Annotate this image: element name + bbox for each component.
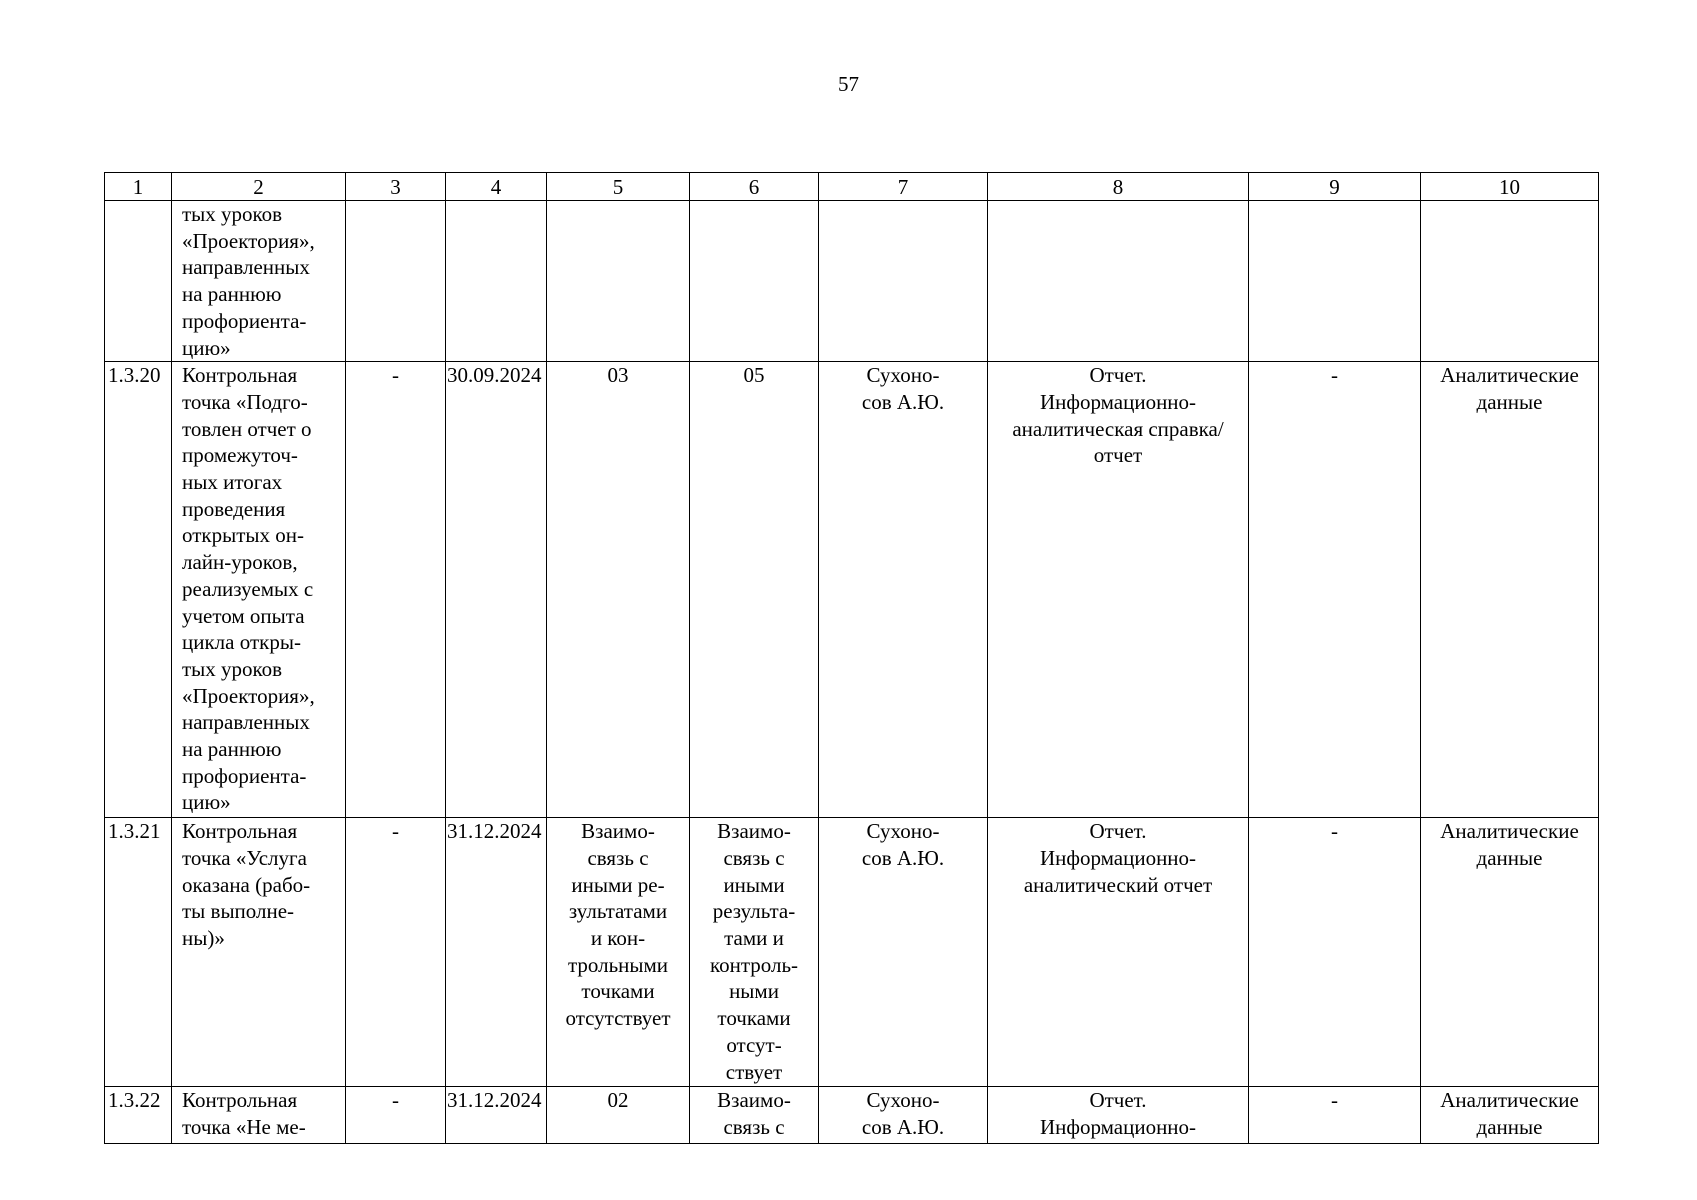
col5-cell (547, 1087, 690, 1144)
date-value: 31.12.2024 (447, 819, 542, 844)
date-value: 31.12.2024 (447, 1088, 542, 1113)
col5-value: 02 (607, 1088, 629, 1113)
col10-cell (1421, 362, 1599, 818)
item-number-cell (105, 1087, 172, 1144)
col3-value: - (392, 1088, 399, 1113)
col10-value: Аналитические данные (1440, 363, 1579, 414)
item-title: Контрольная точка «Не ме- (182, 1088, 306, 1139)
item-number-cell (105, 818, 172, 1087)
date-cell (446, 201, 547, 362)
document-cell (988, 818, 1249, 1087)
col6-cell (690, 201, 819, 362)
item-title: тых уроков «Проектория», направленных на раннюю профориента- цию» (182, 202, 315, 360)
item-title-cell (172, 362, 346, 818)
date-cell (446, 818, 547, 1087)
col6-value: Взаимо- связь с иными результа- тами и контроль- ными точками отсут- ствует (709, 819, 799, 1084)
col3-value: - (392, 363, 399, 388)
plan-table (104, 172, 1599, 1144)
item-title-cell (172, 1087, 346, 1144)
col3-cell (346, 818, 446, 1087)
col5-cell (547, 818, 690, 1087)
header-cell: 8 (988, 173, 1249, 201)
date-cell (446, 1087, 547, 1144)
item-title: Контрольная точка «Подго- товлен отчет о промежуточ- ных итогах проведения открытых он- лайн-уроков, реализуемых с учетом опыта цикла откры- тых уроков «Проектория», направленных на раннюю профориента- цию» (182, 363, 315, 815)
date-cell (446, 362, 547, 818)
table-row (105, 201, 1599, 362)
document-cell (988, 201, 1249, 362)
col6-value: 05 (743, 363, 765, 388)
col9-value: - (1331, 1088, 1338, 1113)
col6-cell (690, 818, 819, 1087)
col10-cell (1421, 201, 1599, 362)
col3-cell (346, 201, 446, 362)
item-number: 1.3.20 (108, 363, 161, 388)
header-row (105, 173, 1599, 201)
col10-value: Аналитические данные (1440, 819, 1579, 870)
header-cell: 1 (105, 173, 172, 201)
header-cell: 9 (1249, 173, 1421, 201)
responsible-cell (819, 201, 988, 362)
col10-value: Аналитические данные (1440, 1088, 1579, 1139)
col9-cell (1249, 201, 1421, 362)
item-number: 1.3.22 (108, 1088, 161, 1113)
document-type: Отчет. Информационно- (1039, 1088, 1197, 1139)
header-cell: 2 (172, 173, 346, 201)
header-cell: 6 (690, 173, 819, 201)
item-number: 1.3.21 (108, 819, 161, 844)
col5-value: 03 (607, 363, 629, 388)
responsible-person: Сухоно- сов А.Ю. (861, 1088, 945, 1139)
header-cell: 4 (446, 173, 547, 201)
item-number-cell (105, 362, 172, 818)
item-title: Контрольная точка «Услуга оказана (рабо- ты выполне- ны)» (182, 819, 311, 951)
document-type: Отчет. Информационно- аналитическая справка/ отчет (1012, 363, 1224, 468)
date-value: 30.09.2024 (447, 363, 542, 388)
responsible-person: Сухоно- сов А.Ю. (861, 363, 945, 414)
col5-cell (547, 362, 690, 818)
page-number: 57 (838, 72, 859, 96)
header-cell: 5 (547, 173, 690, 201)
table-row (105, 1087, 1599, 1144)
col9-cell (1249, 818, 1421, 1087)
document-cell (988, 1087, 1249, 1144)
col6-cell (690, 1087, 819, 1144)
item-title-cell (172, 201, 346, 362)
col9-cell (1249, 1087, 1421, 1144)
header-cell: 7 (819, 173, 988, 201)
col10-cell (1421, 1087, 1599, 1144)
col10-cell (1421, 818, 1599, 1087)
item-number-cell (105, 201, 172, 362)
document-type: Отчет. Информационно- аналитический отчет (1023, 819, 1213, 897)
col5-cell (547, 201, 690, 362)
responsible-person: Сухоно- сов А.Ю. (861, 819, 945, 870)
responsible-cell (819, 818, 988, 1087)
document-cell (988, 362, 1249, 818)
header-cell: 3 (346, 173, 446, 201)
table-row (105, 362, 1599, 818)
responsible-cell (819, 362, 988, 818)
col9-cell (1249, 362, 1421, 818)
col6-value: Взаимо- связь с (717, 1088, 791, 1139)
responsible-cell (819, 1087, 988, 1144)
col5-value: Взаимо- связь с иными ре- зультатами и кон- трольными точками отсутствует (565, 819, 671, 1031)
header-cell: 10 (1421, 173, 1599, 201)
col9-value: - (1331, 819, 1338, 844)
col6-cell (690, 362, 819, 818)
item-title-cell (172, 818, 346, 1087)
table-row (105, 818, 1599, 1087)
col9-value: - (1331, 363, 1338, 388)
col3-cell (346, 362, 446, 818)
col3-value: - (392, 819, 399, 844)
col3-cell (346, 1087, 446, 1144)
